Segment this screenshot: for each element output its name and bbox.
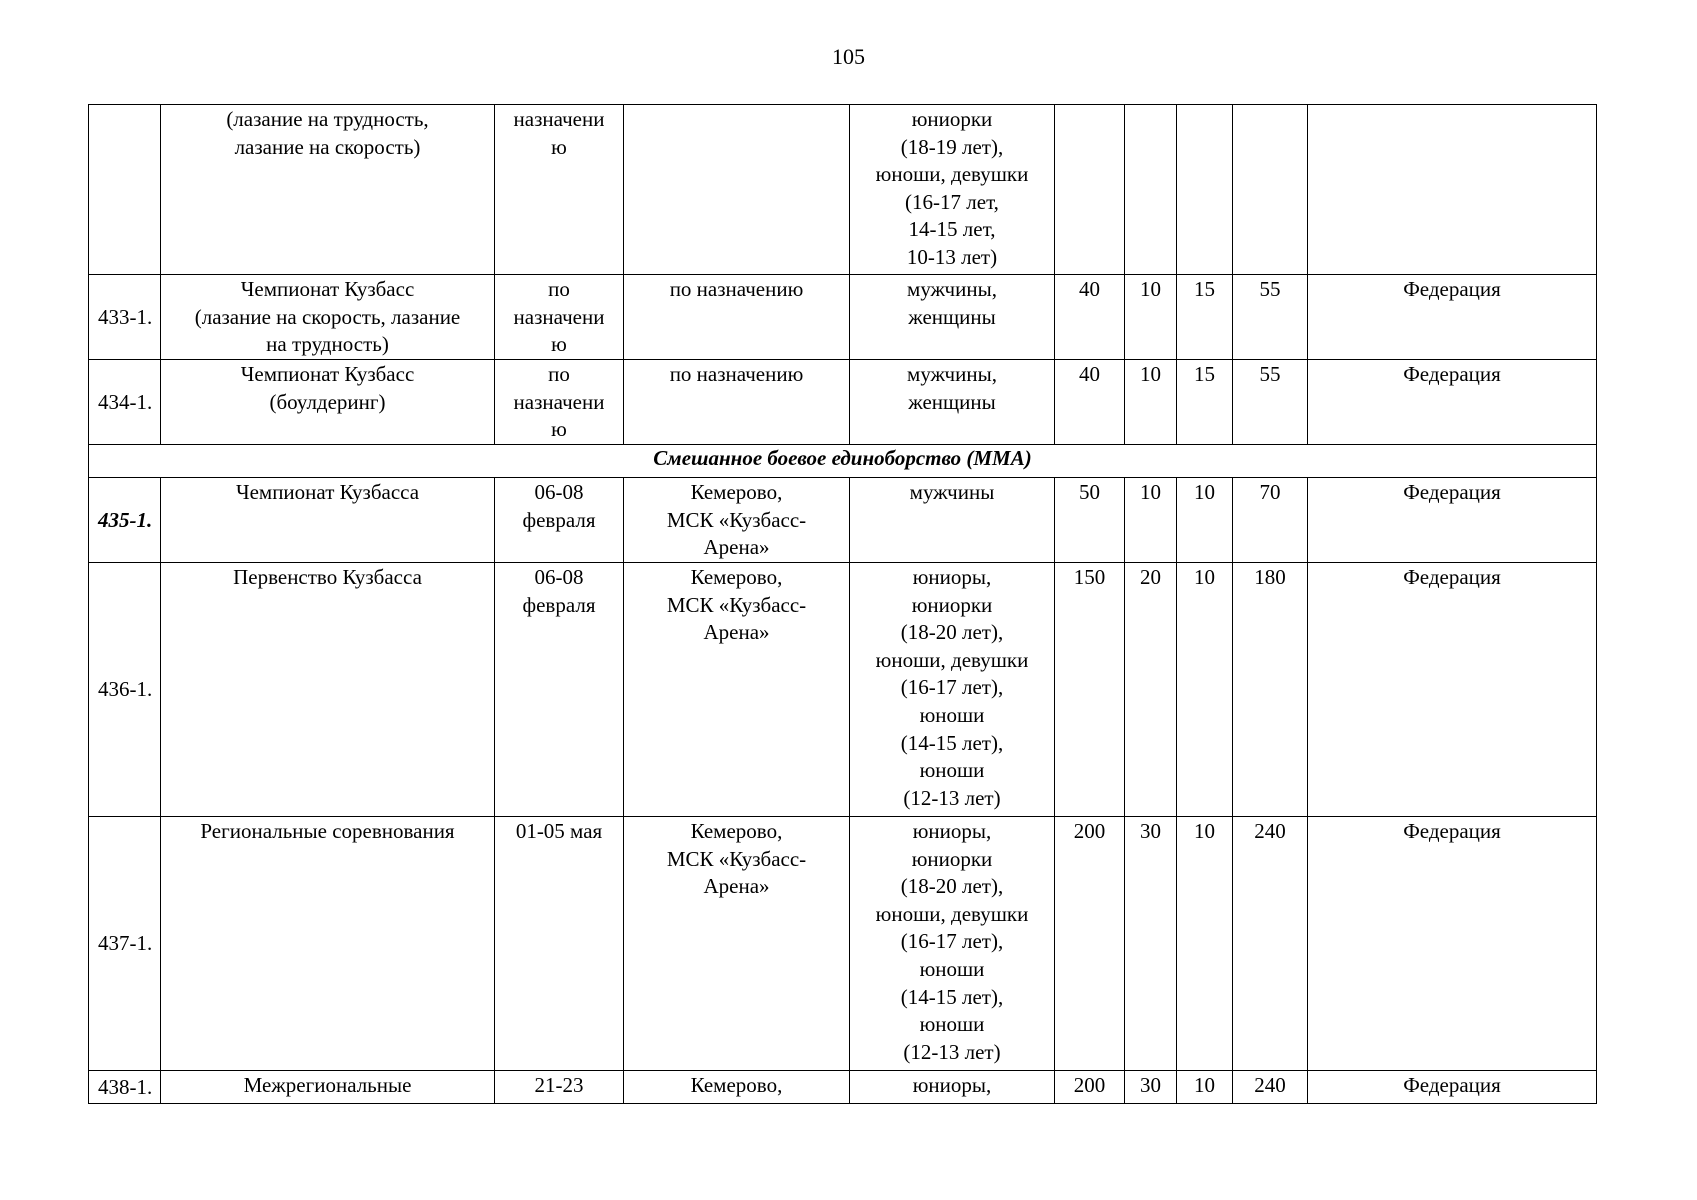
event-organizer: Федерация [1308, 478, 1597, 563]
event-dates: 21-23 [495, 1071, 624, 1104]
count-coaches: 10 [1125, 275, 1177, 360]
event-dates: 01-05 мая [495, 817, 624, 1071]
event-organizer: Федерация [1308, 1071, 1597, 1104]
section-row [89, 445, 1597, 478]
table-row [89, 478, 1597, 563]
count-total: 240 [1233, 817, 1308, 1071]
event-name: Чемпионат Кузбасс (боулдеринг) [161, 360, 495, 445]
count-total: 240 [1233, 1071, 1308, 1104]
count-athletes [1055, 105, 1125, 275]
table-row [89, 360, 1597, 445]
event-participants: мужчины, женщины [850, 360, 1055, 445]
row-number: 436-1. [89, 563, 161, 817]
count-coaches: 30 [1125, 817, 1177, 1071]
count-coaches: 20 [1125, 563, 1177, 817]
event-organizer: Федерация [1308, 275, 1597, 360]
row-number: 438-1. [89, 1071, 161, 1104]
count-athletes: 150 [1055, 563, 1125, 817]
count-athletes: 200 [1055, 817, 1125, 1071]
event-dates: по назначени ю [495, 360, 624, 445]
event-place [624, 105, 850, 275]
row-number: 434-1. [89, 360, 161, 445]
event-dates: назначени ю [495, 105, 624, 275]
event-name: Региональные соревнования [161, 817, 495, 1071]
table-row [89, 817, 1597, 1071]
event-name: Чемпионат Кузбасс (лазание на скорость, лазание на трудность) [161, 275, 495, 360]
row-number [89, 105, 161, 275]
event-organizer: Федерация [1308, 360, 1597, 445]
events-table [88, 104, 1597, 1104]
count-judges: 10 [1177, 817, 1233, 1071]
count-total: 70 [1233, 478, 1308, 563]
table-row [89, 275, 1597, 360]
table-row [89, 105, 1597, 275]
count-athletes: 200 [1055, 1071, 1125, 1104]
event-participants: юниоры, юниорки (18-20 лет), юноши, девушки (16-17 лет), юноши (14-15 лет), юноши (12-13 лет) [850, 817, 1055, 1071]
count-total [1233, 105, 1308, 275]
event-organizer: Федерация [1308, 817, 1597, 1071]
event-participants: мужчины, женщины [850, 275, 1055, 360]
event-participants: мужчины [850, 478, 1055, 563]
event-participants: юниоры, [850, 1071, 1055, 1104]
event-name: Первенство Кузбасса [161, 563, 495, 817]
event-dates: по назначени ю [495, 275, 624, 360]
event-organizer: Федерация [1308, 563, 1597, 817]
event-place: Кемерово, МСК «Кузбасс- Арена» [624, 478, 850, 563]
row-number: 437-1. [89, 817, 161, 1071]
event-dates: 06-08 февраля [495, 478, 624, 563]
table-row [89, 563, 1597, 817]
count-athletes: 50 [1055, 478, 1125, 563]
event-place: Кемерово, МСК «Кузбасс- Арена» [624, 817, 850, 1071]
count-total: 55 [1233, 275, 1308, 360]
count-judges: 10 [1177, 1071, 1233, 1104]
count-athletes: 40 [1055, 360, 1125, 445]
event-place: по назначению [624, 360, 850, 445]
count-coaches: 10 [1125, 360, 1177, 445]
row-number: 433-1. [89, 275, 161, 360]
event-name: (лазание на трудность, лазание на скорость) [161, 105, 495, 275]
count-judges [1177, 105, 1233, 275]
count-judges: 15 [1177, 275, 1233, 360]
event-organizer [1308, 105, 1597, 275]
table-row [89, 1071, 1597, 1104]
section-title: Смешанное боевое единоборство (ММА) [89, 445, 1597, 478]
count-coaches: 30 [1125, 1071, 1177, 1104]
event-dates: 06-08 февраля [495, 563, 624, 817]
count-coaches [1125, 105, 1177, 275]
count-coaches: 10 [1125, 478, 1177, 563]
count-athletes: 40 [1055, 275, 1125, 360]
count-judges: 10 [1177, 563, 1233, 817]
event-participants: юниорки (18-19 лет), юноши, девушки (16-17 лет, 14-15 лет, 10-13 лет) [850, 105, 1055, 275]
event-place: Кемерово, [624, 1071, 850, 1104]
event-name: Чемпионат Кузбасса [161, 478, 495, 563]
count-total: 180 [1233, 563, 1308, 817]
event-place: по назначению [624, 275, 850, 360]
count-judges: 10 [1177, 478, 1233, 563]
page-number: 105 [832, 44, 865, 69]
row-number: 435-1. [89, 478, 161, 563]
count-total: 55 [1233, 360, 1308, 445]
event-name: Межрегиональные [161, 1071, 495, 1104]
event-place: Кемерово, МСК «Кузбасс- Арена» [624, 563, 850, 817]
count-judges: 15 [1177, 360, 1233, 445]
event-participants: юниоры, юниорки (18-20 лет), юноши, девушки (16-17 лет), юноши (14-15 лет), юноши (12-13 лет) [850, 563, 1055, 817]
